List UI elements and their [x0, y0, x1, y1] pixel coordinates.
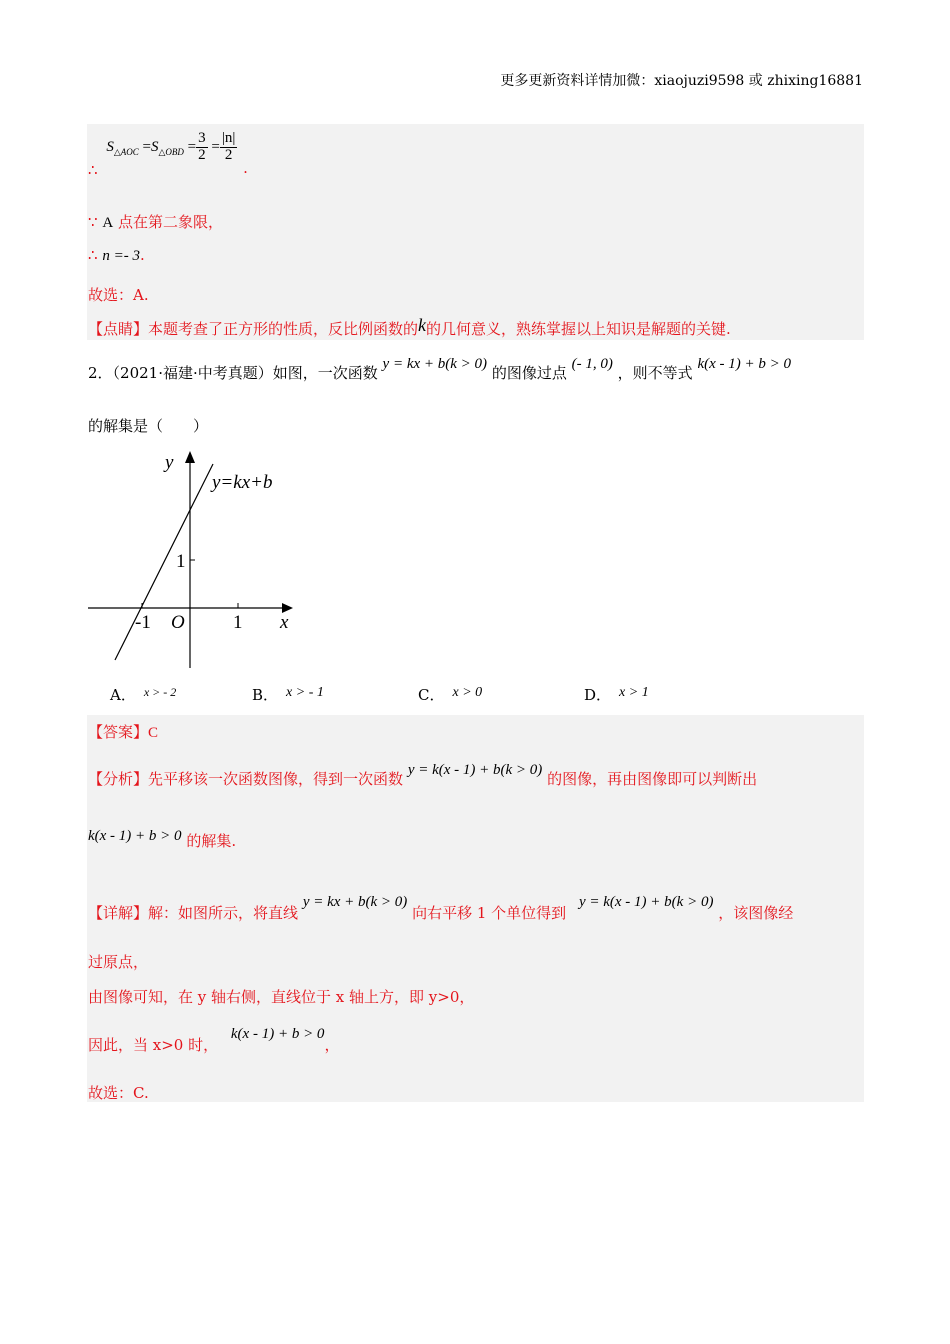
detail-text2: 向右平移 1 个单位得到: [412, 904, 567, 922]
option-a[interactable]: [110, 684, 176, 705]
equation-period: .: [243, 158, 248, 177]
therefore-symbol-2: ∴: [88, 246, 98, 264]
n-value-period: .: [139, 246, 145, 264]
quadrant-text: 点在第二象限，: [117, 213, 223, 231]
question-source: （2021·福建·中考真题）如图，一次函数: [112, 364, 378, 382]
analysis-line-2: [88, 830, 236, 851]
detail-line: [88, 894, 794, 923]
comment-line: [88, 315, 731, 339]
option-a-letter: A．: [110, 686, 136, 704]
detail-line-4: [88, 1026, 340, 1055]
question-tail: ，则不等式: [617, 364, 693, 382]
question-point: (- 1, 0): [571, 356, 613, 372]
detail-text1: 解：如图所示，将直线: [148, 904, 299, 922]
area-equation: $S_{\triangle AOC} =S_{\triangle OBD}$ = $\frac{3}{2}$ = $\frac{|n|}{2}$: [106, 130, 236, 163]
option-a-math: x > - 2: [143, 685, 177, 699]
detail-text3: ，该图像经: [718, 904, 794, 922]
analysis-inequality: k(x - 1) + b > 0: [88, 828, 182, 844]
question-function: y = kx + b(k > 0): [382, 356, 488, 372]
analysis-tag: 【分析】: [88, 770, 149, 788]
graph-line: [115, 464, 213, 660]
quadrant-line: [88, 211, 223, 232]
x-axis-label: x: [280, 612, 289, 633]
y-axis-label: y: [165, 452, 174, 473]
detail-text6-post: ，: [324, 1036, 340, 1054]
detail-choice: 故选：C.: [88, 1084, 149, 1102]
area-equation-line: [88, 127, 248, 179]
fraction-three-halves: $\frac{3}{2}$: [198, 130, 206, 163]
detail-line-2: 过原点，: [88, 953, 149, 971]
analysis-line: [88, 762, 758, 789]
option-d-math: x > 1: [619, 685, 649, 700]
option-b-math: x > - 1: [286, 685, 324, 700]
point-a-label: A: [102, 215, 114, 231]
detail-function-1: y = kx + b(k > 0): [302, 894, 408, 910]
n-value: n =- 3: [102, 248, 140, 264]
detail-function-2: y = k(x - 1) + b(k > 0): [578, 894, 714, 910]
analysis-text3: 的解集.: [186, 832, 237, 850]
prev-choice: 故选：A.: [88, 286, 149, 304]
answer-value: C: [148, 725, 159, 741]
because-symbol: ∵: [88, 213, 98, 231]
option-b[interactable]: [252, 684, 324, 705]
option-c-math: x > 0: [452, 685, 483, 700]
comment-k: k: [418, 315, 427, 335]
origin-label: O: [171, 612, 185, 633]
y-axis-arrow: [185, 451, 195, 463]
detail-inequality: k(x - 1) + b > 0: [230, 1026, 325, 1042]
answer-line: [88, 721, 158, 742]
option-d-letter: D．: [584, 686, 612, 704]
question-line-2: 的解集是（ ）: [88, 417, 209, 435]
analysis-text2: 的图像，再由图像即可以判断出: [547, 770, 758, 788]
question-inequality: k(x - 1) + b > 0: [697, 356, 791, 372]
therefore-symbol: ∴: [88, 160, 98, 179]
question-number: 2．: [88, 364, 113, 382]
tick-label-x-neg: -1: [135, 612, 151, 633]
analysis-function: y = k(x - 1) + b(k > 0): [407, 762, 543, 778]
question-line: [88, 356, 791, 383]
fraction-abs-n-halves: $\frac{|n|}{2}$: [221, 130, 236, 163]
header-note: 更多更新资料详情加微：xiaojuzi9598 或 zhixing16881: [500, 73, 863, 89]
comment-post: 的几何意义，熟练掌握以上知识是解题的关键.: [426, 320, 731, 338]
detail-text6-pre: 因此，当 x>0 时，: [88, 1036, 219, 1054]
option-c[interactable]: [418, 684, 482, 705]
detail-line-3: 由图像可知，在 y 轴右侧，直线位于 x 轴上方，即 y>0，: [88, 988, 475, 1006]
tick-label-y: 1: [176, 551, 186, 572]
tick-label-x-pos: 1: [233, 612, 243, 633]
comment-tag: 【点睛】: [88, 320, 149, 338]
option-c-letter: C．: [418, 686, 445, 704]
function-graph: [85, 448, 305, 673]
comment-pre: 本题考查了正方形的性质，反比例函数的: [148, 320, 419, 338]
n-value-line: [88, 246, 145, 265]
line-label: y=kx+b: [212, 472, 273, 493]
answer-tag: 【答案】: [88, 723, 149, 741]
analysis-text1: 先平移该一次函数图像，得到一次函数: [148, 770, 404, 788]
question-mid: 的图像过点: [491, 364, 567, 382]
option-b-letter: B．: [252, 686, 279, 704]
detail-tag: 【详解】: [88, 904, 149, 922]
option-d[interactable]: [584, 684, 649, 705]
